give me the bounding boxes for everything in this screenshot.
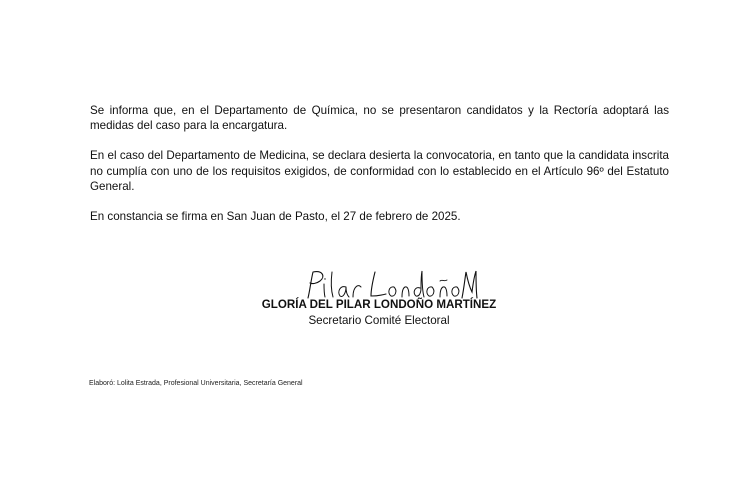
- signer-role: Secretario Comité Electoral: [308, 314, 450, 327]
- prepared-by-note: Elaboró: Lolita Estrada, Profesional Universitaria, Secretaría General: [89, 380, 303, 387]
- paragraph-constancia: En constancia se firma en San Juan de Pasto, el 27 de febrero de 2025.: [90, 210, 461, 224]
- signature-block: [240, 268, 540, 338]
- signer-name: GLORÍA DEL PILAR LONDOÑO MARTÍNEZ: [261, 298, 497, 311]
- paragraph-quimica: Se informa que, en el Departamento de Química, no se presentaron candidatos y la Rectoría adoptará las medidas del caso para la encargatura.: [90, 104, 669, 133]
- paragraph-medicina: En el caso del Departamento de Medicina, se declara desierta la convocatoria, en tanto que la candidata inscrita no cumplía con uno de los requisitos exigidos, de conformidad con lo establecido en el Artículo 96º del Estatuto General.: [90, 149, 669, 193]
- document-body: [90, 103, 669, 239]
